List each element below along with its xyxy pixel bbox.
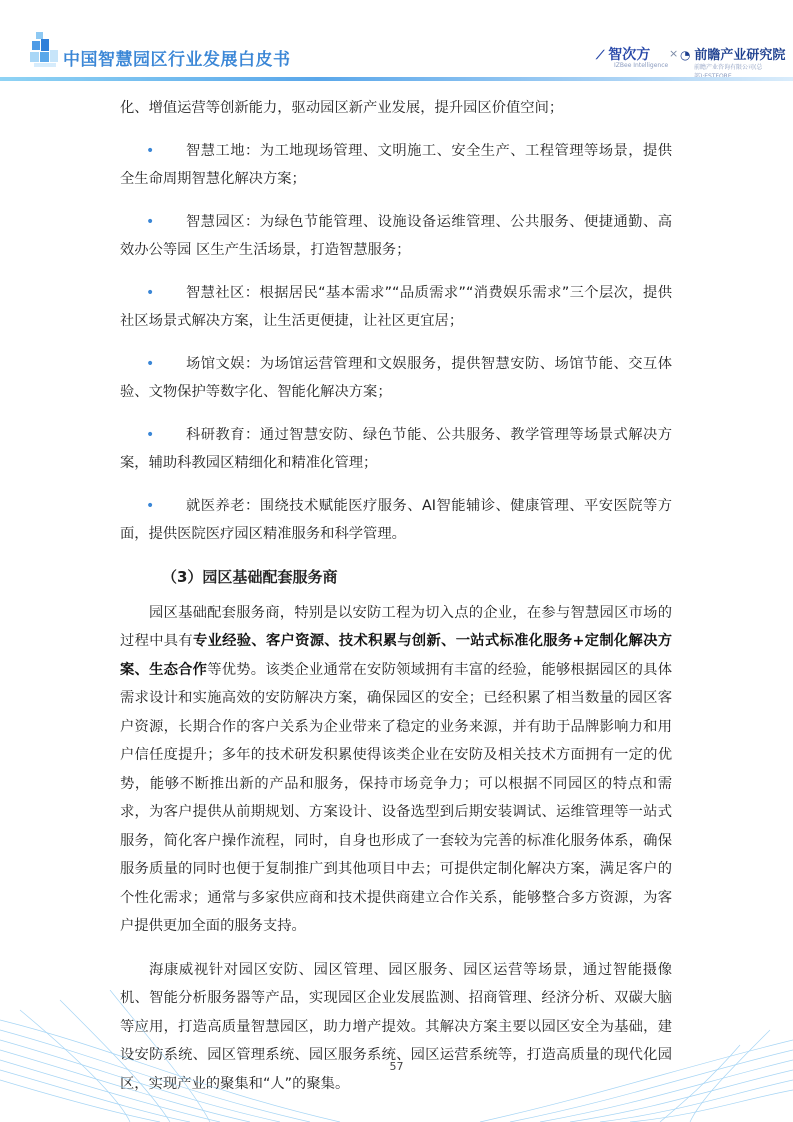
list-item [120,492,672,549]
bullet-text: 智慧社区：根据居民“基本需求”“品质需求”“消费娱乐需求”三个层次，提供社区场景式解决方案，让生活更便捷，让社区更宜居； [120,284,672,329]
bullet-text: 就医养老：围绕技术赋能医疗服务、AI智能辅诊、健康管理、平安医院等方面，提供医院医疗园区精准服务和科学管理。 [120,497,672,542]
page-header [0,0,793,82]
list-item [120,279,672,336]
partner2-subtitle: 前瞻产业咨询有限公司(总 [694,64,763,71]
intro-line: 化、增值运营等创新能力，驱动园区新产业发展，提升园区价值空间； [120,100,564,116]
qianzhan-mark-icon: ◔ [680,48,691,62]
footer-wave-decoration [0,990,793,1122]
page-body [120,94,672,1098]
cube-logo-icon [30,32,60,68]
header-divider [0,77,793,81]
partner1-name: 智次方 [608,47,651,63]
list-item [120,208,672,265]
page-number: 57 [389,1060,404,1073]
bullet-icon: • [146,497,155,514]
document-title: 中国智慧园区行业发展白皮书 [63,50,291,70]
bullet-text: 智慧园区：为绿色节能管理、设施设备运维管理、公共服务、便捷通勤、高效办公等园 区生产生活场景，打造智慧服务； [120,213,672,258]
bullet-icon: • [146,355,155,372]
section-heading: （3）园区基础配套服务商 [162,567,338,586]
para1-before: 园区基础配套服务商，特别是以安防工程为切入点的企业，在参与智慧园区市场的过程中具有 [120,604,672,649]
para1-bold-advantages: 专业经验、客户资源、技术积累与创新、一站式标准化服务+定制化解决方案、生态合作 [120,633,673,678]
bullet-icon: • [146,284,155,301]
bullet-icon: • [146,142,155,159]
bullet-text: 智慧工地：为工地现场管理、文明施工、安全生产、工程管理等场景，提供全生命周期智慧化解决方案； [120,142,672,187]
paragraph-hikvision: 海康威视针对园区安防、园区管理、园区服务、园区运营等场景，通过智能摄像机、智能分析服务器等产品，实现园区企业发展监测、招商管理、经济分析、双碳大脑等应用，打造高质量智慧园区，助力增产提效。其解决方案主要以园区安全为基础，建设安防系统、园区管理系统、园区服务系统、园区运营系统等，打造高质量的现代化园区，实现产业的聚集和“人”的聚集。 [120,961,672,1092]
bullet-text: 科研教育：通过智慧安防、绿色节能、公共服务、教学管理等场景式解决方案，辅助科教园区精细化和精准化管理； [120,426,672,471]
partner-logo-zhicifang [596,44,668,69]
partner-logo-qianzhan [680,44,793,80]
list-item [120,421,672,478]
paragraph-service-providers [120,599,672,941]
zhicifang-mark-icon: ⟋ [596,48,605,62]
partner1-subtitle: IZBee Intelligence [614,62,669,69]
list-item [120,350,672,407]
bullet-icon: • [146,213,155,230]
list-item [120,137,672,194]
para1-after: 等优势。该类企业通常在安防领域拥有丰富的经验，能够根据园区的具体需求设计和实施高效的安防解决方案，确保园区的安全；已经积累了相当数量的园区客户资源，长期合作的客户关系为企业带来了稳定的业务来源，并有助于品牌影响力和用户信任度提升；多年的技术研发积累使得该类企业在安防及相关技术方面拥有一定的优势，能够不断推出新的产品和服务，保持市场竞争力；可以根据不同园区的特点和需求，为客户提供从前期规划、方案设计、设备选型到后期安装调试、运维管理等一站式服务，简化客户操作流程，同时，自身也形成了一套较为完善的标准化服务体系，确保服务质量的同时也便于复制推广到其他项目中去；可提供定制化解决方案，满足客户的个性化需求；通常与多家供应商和技术提供商建立合作关系，能够整合多方资源，为客户提供更加全面的服务支持。 [120,661,673,934]
times-sign: × [669,47,679,60]
partner2-name: 前瞻产业研究院 [694,48,786,63]
bullet-text: 场馆文娱：为场馆运营管理和文娱服务，提供智慧安防、场馆节能、交互体验、文物保护等数字化、智能化解决方案； [120,355,672,400]
bullet-icon: • [146,426,155,443]
